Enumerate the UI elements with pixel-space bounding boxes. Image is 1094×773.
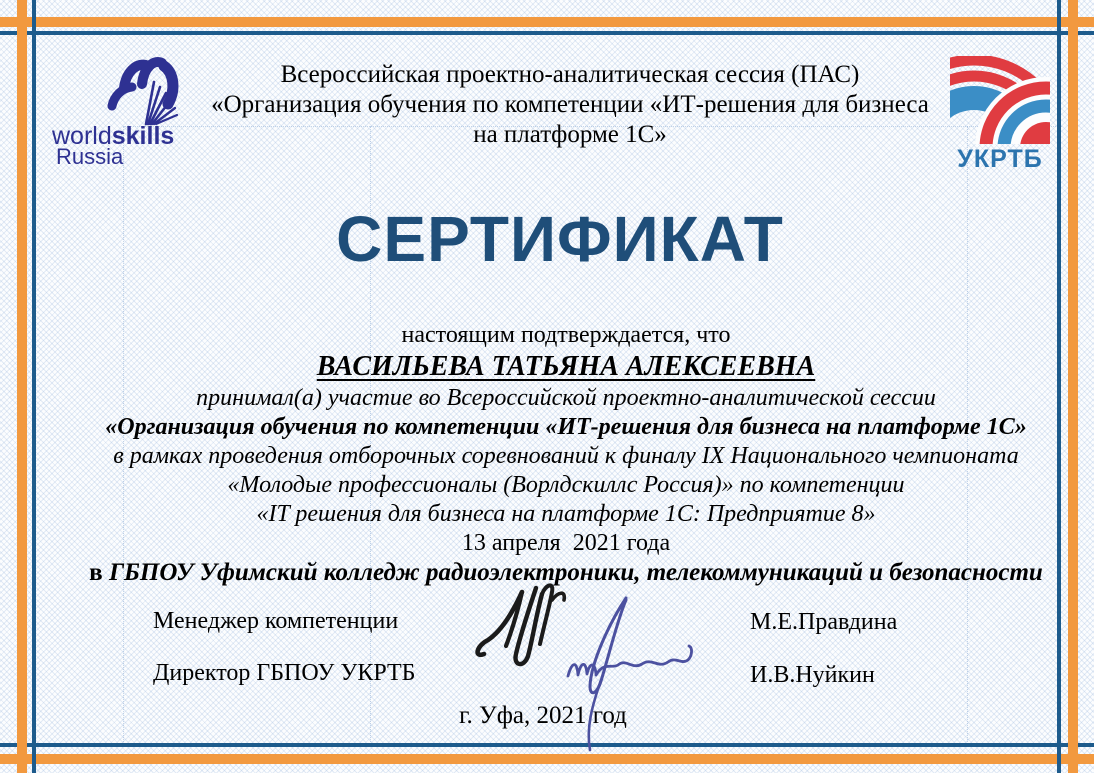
place-year: г. Уфа, 2021 год: [459, 702, 627, 729]
ukrtb-label: УКРТБ: [957, 145, 1043, 173]
signature-black-ink: [478, 585, 565, 664]
border-band-left-orange: [17, 0, 27, 773]
header-line-3: на платформе 1С»: [473, 121, 667, 148]
header-session-text: [40, 60, 1094, 150]
signature-blue-ink: [568, 598, 692, 750]
signature-name-manager: М.Е.Правдина: [750, 609, 898, 635]
statement-line-5: «IT решения для бизнеса на платформе 1С: Предприятие 8»: [256, 501, 876, 527]
statement-line-2: «Организация обучения по компетенции «ИТ-решения для бизнеса на платформе 1С»: [105, 414, 1027, 440]
venue-name: ГБПОУ Уфимский колледж радиоэлектроники, телекоммуникаций и безопасности: [108, 559, 1043, 586]
statement-block: [38, 320, 1094, 588]
border-line-top-blue: [0, 31, 1094, 35]
signature-role-director: Директор ГБПОУ УКРТБ: [153, 660, 416, 686]
venue-prefix: в: [89, 559, 109, 586]
statement-line-3: в рамках проведения отборочных соревнований к финалу IX Национального чемпионата: [113, 443, 1019, 469]
worldskills-region-label: Russia: [56, 144, 124, 168]
border-line-left-blue: [32, 0, 36, 773]
header-line-1: Всероссийская проектно-аналитическая сессия (ПАС): [280, 61, 860, 88]
statement-line-1: принимал(а) участие во Всероссийской проектно-аналитической сессии: [196, 385, 936, 411]
signature-role-manager: Менеджер компетенции: [153, 608, 399, 634]
recipient-name: ВАСИЛЬЕВА ТАТЬЯНА АЛЕКСЕЕВНА: [316, 351, 816, 382]
border-band-top-orange: [0, 17, 1094, 27]
event-date: 13 апреля 2021 года: [461, 530, 671, 556]
handwritten-signatures: [440, 570, 740, 773]
header-line-2: «Организация обучения по компетенции «ИТ-решения для бизнеса: [211, 91, 929, 118]
statement-line-4: «Молодые профессионалы (Ворлдскиллс Россия)» по компетенции: [227, 472, 905, 498]
statement-intro: настоящим подтверждается, что: [401, 322, 731, 348]
worldskills-wordmark: worldskills: [52, 122, 175, 150]
signature-name-director: И.В.Нуйкин: [750, 662, 875, 688]
certificate-title: СЕРТИФИКАТ: [336, 203, 784, 275]
